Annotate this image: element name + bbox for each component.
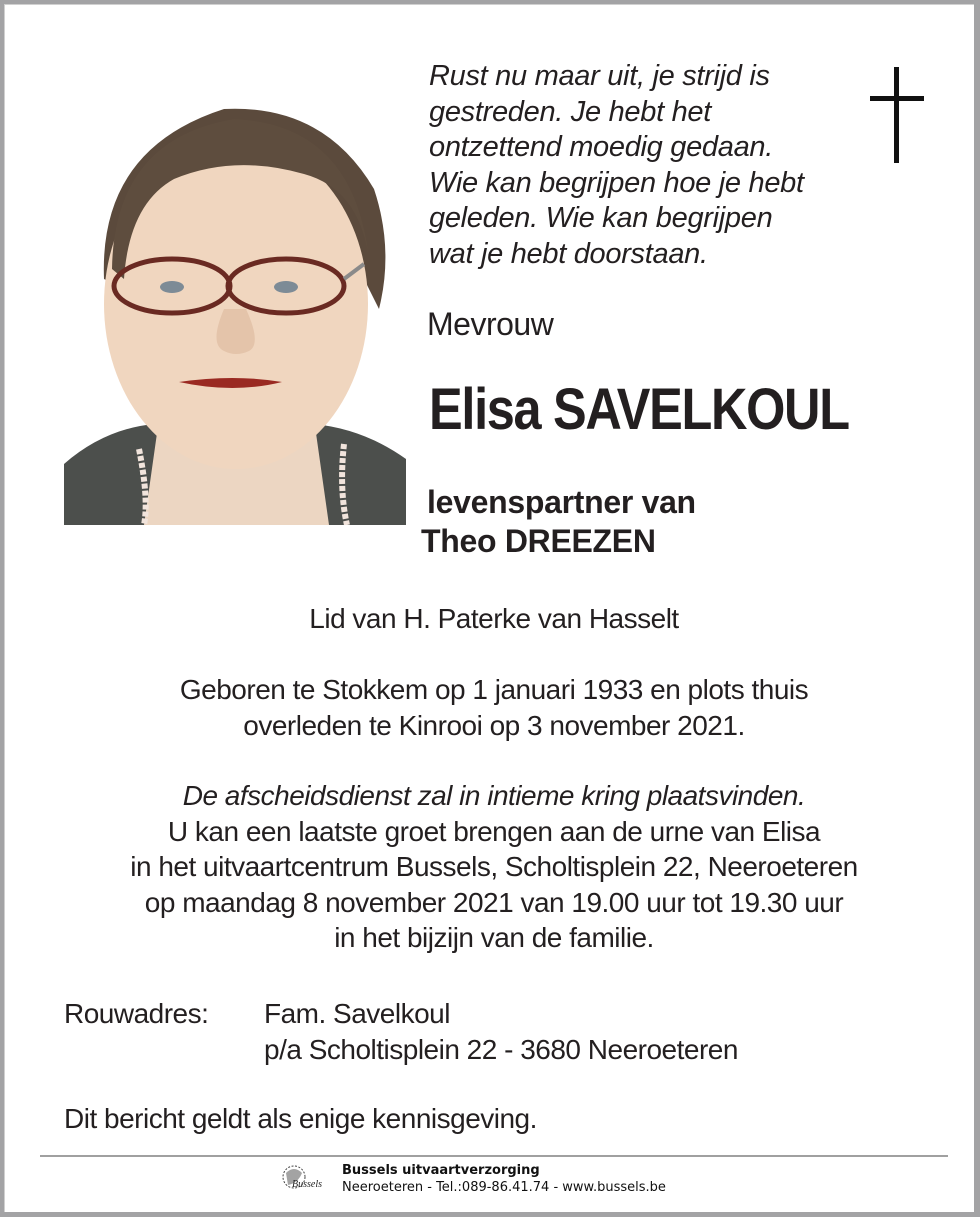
logo-text: Bussels [292,1179,322,1190]
poem [429,59,869,272]
poem-line: geleden. Wie kan begrijpen [429,202,773,234]
poem-line: gestreden. Je hebt het [429,95,711,128]
poem-line: Rust nu maar uit, je strijd is [429,60,770,92]
service-info [34,778,954,956]
birth-death-line: Geboren te Stokkem op 1 januari 1933 en plots thuis [179,674,809,705]
funeral-home-contact: Neeroeteren - Tel.:089-86.41.74 - www.bussels.be [342,1180,666,1195]
honorific: Mevrouw [427,306,554,342]
address-line-1: Fam. Savelkoul [264,998,450,1029]
service-line: U kan een laatste groet brengen aan de urne van Elisa [167,815,821,847]
birth-death-line: overleden te Kinrooi op 3 november 2021. [243,709,745,741]
address-line-2: p/a Scholtisplein 22 - 3680 Neeroeteren [264,1034,738,1065]
birth-death-info [34,672,954,743]
partner-name: Theo DREEZEN [421,523,656,559]
service-line: in het uitvaartcentrum Bussels, Scholtisplein 22, Neeroeteren [130,851,858,882]
footer-divider [40,1155,948,1157]
funeral-home-name: Bussels uitvaartverzorging [342,1163,540,1178]
notice-text: Dit bericht geldt als enige kennisgeving. [64,1103,537,1134]
poem-line: Wie kan begrijpen hoe je hebt [429,166,804,199]
obituary-card [4,4,974,1212]
cross-icon [870,67,924,163]
footer [280,1161,740,1199]
service-intro: De afscheidsdienst zal in intieme kring plaatsvinden. [182,780,806,811]
portrait-illustration [64,79,406,525]
poem-line: wat je hebt doorstaan. [429,237,708,270]
membership: Lid van H. Paterke van Hasselt [309,603,679,634]
service-line: op maandag 8 november 2021 van 19.00 uur tot 19.30 uur [144,886,844,918]
partner-label: levenspartner van [427,484,696,520]
poem-line: ontzettend moedig gedaan. [429,131,773,163]
address-label: Rouwadres: [64,998,209,1029]
deceased-name: Elisa SAVELKOUL [429,377,849,442]
bussels-logo-icon [280,1163,332,1195]
service-line: in het bijzijn van de familie. [334,922,654,953]
portrait-photo [64,79,406,525]
